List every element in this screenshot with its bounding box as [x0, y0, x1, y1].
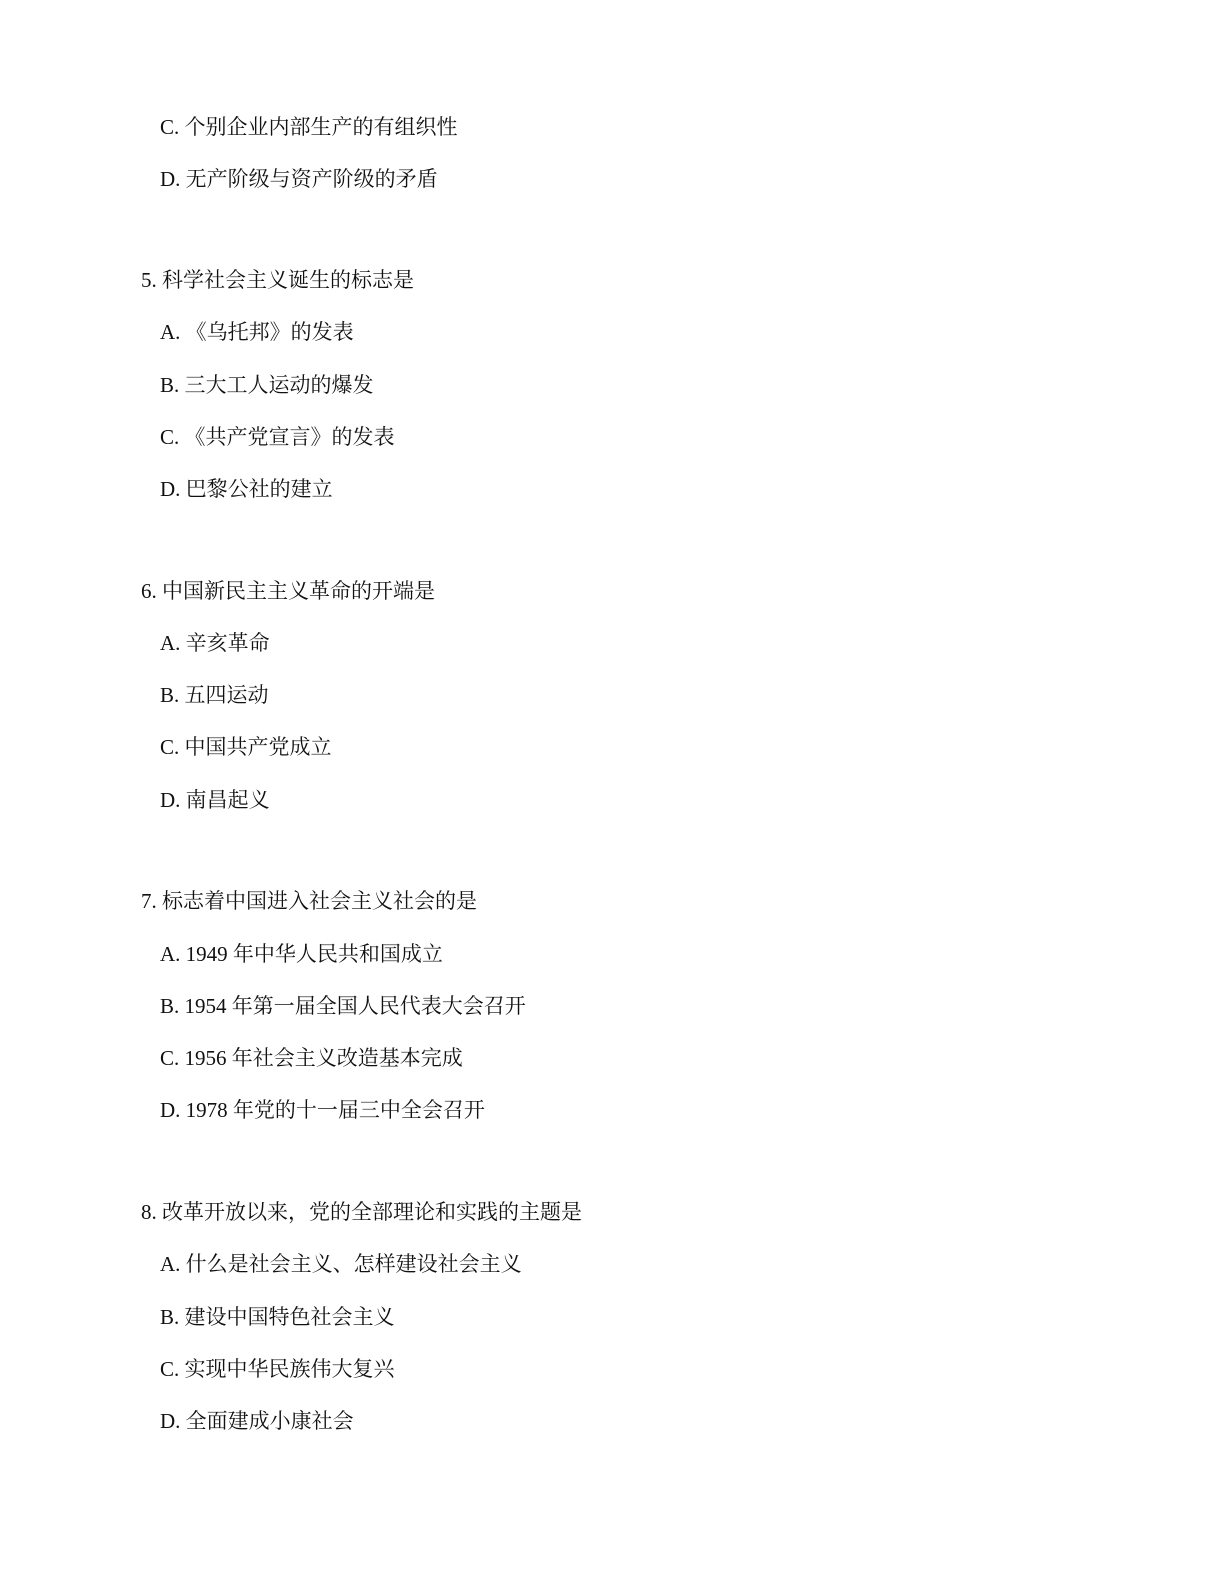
option-4d: D. 无产阶级与资产阶级的矛盾: [160, 167, 438, 191]
option-4c: C. 个别企业内部生产的有组织性: [160, 115, 458, 139]
question-7-stem: 7. 标志着中国进入社会主义社会的是: [141, 889, 477, 913]
question-6-stem: 6. 中国新民主主义革命的开端是: [141, 579, 435, 603]
question-8-stem: 8. 改革开放以来，党的全部理论和实践的主题是: [141, 1200, 582, 1224]
option-5a: A. 《乌托邦》的发表: [160, 320, 354, 344]
option-7b: B. 1954 年第一届全国人民代表大会召开: [160, 994, 526, 1018]
option-5c: C. 《共产党宣言》的发表: [160, 425, 395, 449]
option-7d: D. 1978 年党的十一届三中全会召开: [160, 1098, 485, 1122]
option-8a: A. 什么是社会主义、怎样建设社会主义: [160, 1252, 522, 1276]
option-5d: D. 巴黎公社的建立: [160, 477, 333, 501]
option-6b: B. 五四运动: [160, 683, 269, 707]
option-6a: A. 辛亥革命: [160, 631, 270, 655]
option-7c: C. 1956 年社会主义改造基本完成: [160, 1046, 463, 1070]
option-8d: D. 全面建成小康社会: [160, 1409, 354, 1433]
option-8b: B. 建设中国特色社会主义: [160, 1305, 395, 1329]
question-5-stem: 5. 科学社会主义诞生的标志是: [141, 268, 414, 292]
option-6d: D. 南昌起义: [160, 788, 270, 812]
option-7a: A. 1949 年中华人民共和国成立: [160, 942, 443, 966]
option-5b: B. 三大工人运动的爆发: [160, 373, 374, 397]
option-8c: C. 实现中华民族伟大复兴: [160, 1357, 395, 1381]
option-6c: C. 中国共产党成立: [160, 735, 332, 759]
